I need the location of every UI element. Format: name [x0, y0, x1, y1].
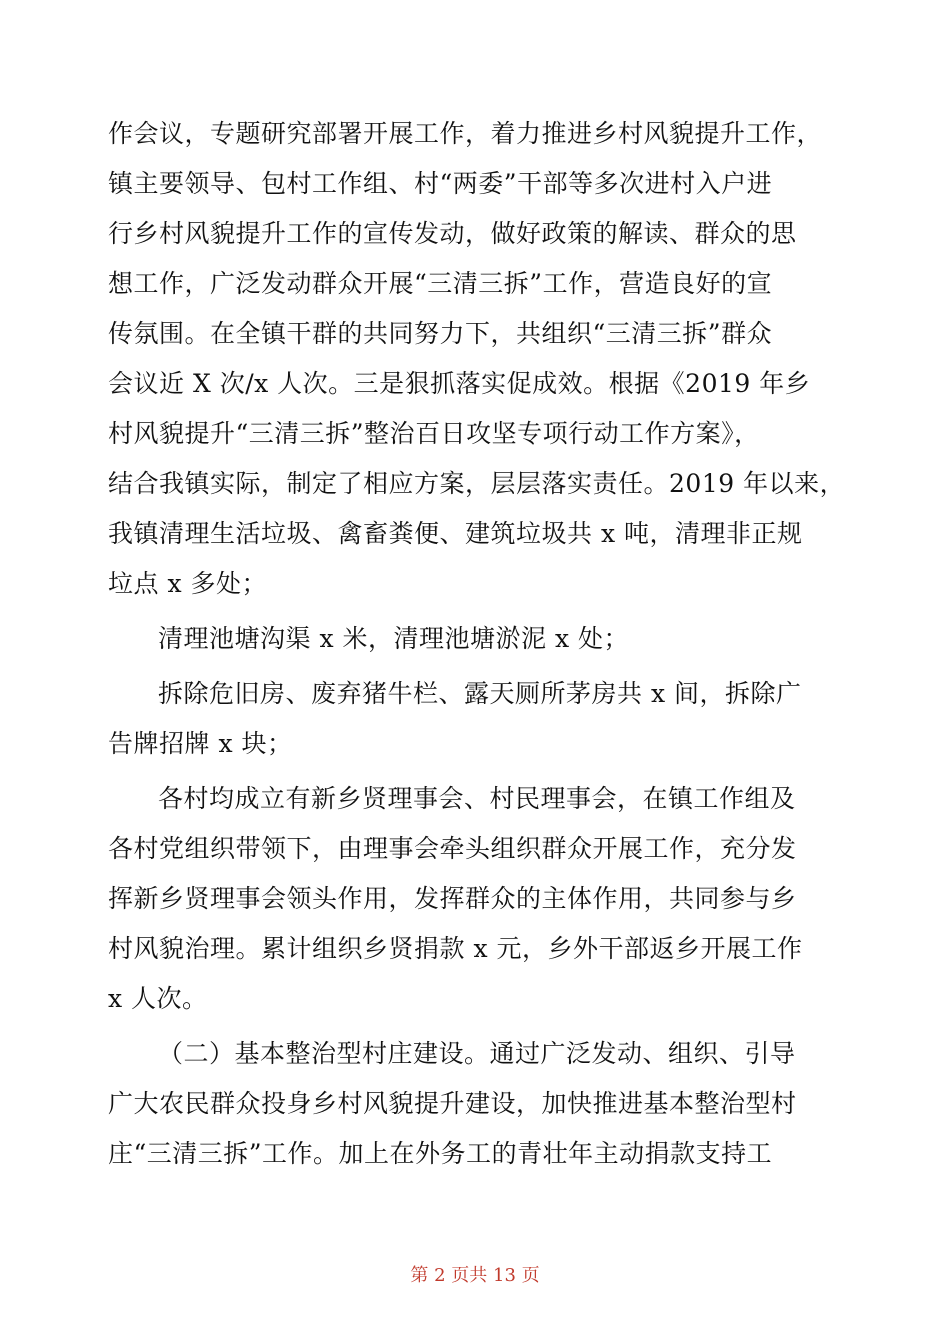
text-line: 挥新乡贤理事会领头作用，发挥群众的主体作用，共同参与乡 — [108, 884, 797, 913]
text-line: 我镇清理生活垃圾、禽畜粪便、建筑垃圾共 x 吨，清理非正规 — [108, 519, 803, 548]
text-line: 各村党组织带领下，由理事会牵头组织群众开展工作，充分发 — [108, 834, 797, 863]
text-line: 村风貌治理。累计组织乡贤捐款 x 元，乡外干部返乡开展工作 — [108, 934, 803, 963]
text-line: 行乡村风貌提升工作的宣传发动，做好政策的解读、群众的思 — [108, 219, 797, 248]
text-line: 广大农民群众投身乡村风貌提升建设，加快推进基本整治型村 — [108, 1089, 797, 1118]
text-line: x 人次。 — [108, 984, 208, 1013]
text-line: 会议近 X 次/x 人次。三是狠抓落实促成效。根据《2019 年乡 — [108, 369, 811, 398]
text-line: 想工作，广泛发动群众开展“三清三拆”工作，营造良好的宣 — [108, 269, 773, 298]
text-line: 告牌招牌 x 块； — [108, 729, 293, 758]
text-line: 清理池塘沟渠 x 米，清理池塘淤泥 x 处； — [158, 624, 629, 653]
page-number-footer: 第 2 页共 13 页 — [410, 1265, 540, 1286]
text-line: 传氛围。在全镇干群的共同努力下，共组织“三清三拆”群众 — [108, 319, 773, 348]
text-line: 结合我镇实际，制定了相应方案，层层落实责任。2019 年以来， — [108, 469, 846, 498]
text-line: 拆除危旧房、废弃猪牛栏、露天厕所茅房共 x 间，拆除广 — [158, 679, 802, 708]
text-line: 镇主要领导、包村工作组、村“两委”干部等多次进村入户进 — [108, 169, 773, 198]
text-line: 各村均成立有新乡贤理事会、村民理事会，在镇工作组及 — [158, 784, 796, 813]
text-line: 作会议，专题研究部署开展工作，着力推进乡村风貌提升工作， — [108, 119, 823, 148]
text-line: 垃点 x 多处； — [108, 569, 267, 598]
text-line: 村风貌提升“三清三拆”整治百日攻坚专项行动工作方案》， — [108, 419, 760, 448]
text-line: （二）基本整治型村庄建设。通过广泛发动、组织、引导 — [158, 1039, 796, 1068]
text-line: 庄“三清三拆”工作。加上在外务工的青壮年主动捐款支持工 — [108, 1139, 773, 1168]
